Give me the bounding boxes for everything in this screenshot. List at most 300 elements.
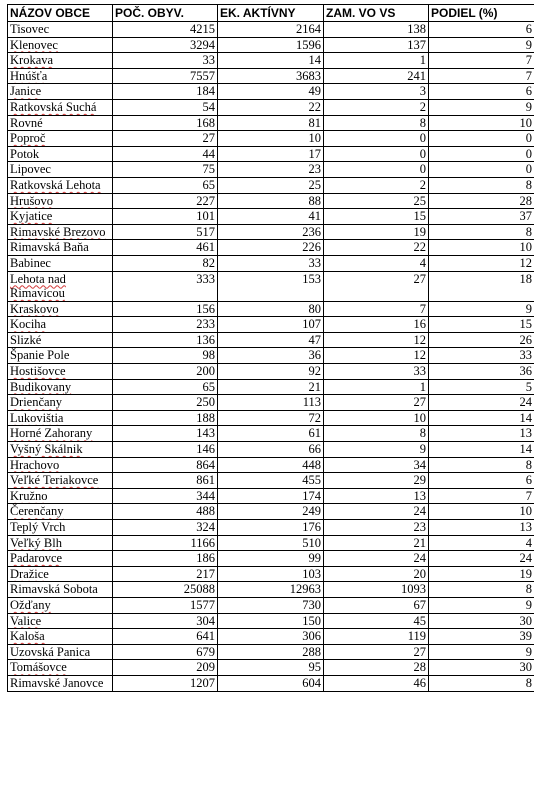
economically-active-cell: 49 — [218, 84, 324, 100]
employed-public-cell: 27 — [324, 395, 429, 411]
municipality-name: Tomášovce — [10, 660, 67, 675]
municipality-name: Kociha — [10, 317, 47, 332]
employed-public-cell: 24 — [324, 504, 429, 520]
municipality-name-cell — [8, 348, 113, 364]
employed-public-cell: 8 — [324, 426, 429, 442]
economically-active-cell: 174 — [218, 488, 324, 504]
table-row — [8, 644, 535, 660]
table-row — [8, 582, 535, 598]
economically-active-cell: 107 — [218, 317, 324, 333]
share-percent-cell: 28 — [429, 193, 535, 209]
table-row — [8, 240, 535, 256]
employed-public-cell: 1093 — [324, 582, 429, 598]
population-cell: 146 — [113, 442, 218, 458]
share-percent-cell: 33 — [429, 348, 535, 364]
population-cell: 1166 — [113, 535, 218, 551]
employed-public-cell: 137 — [324, 37, 429, 53]
economically-active-cell: 99 — [218, 551, 324, 567]
economically-active-cell: 22 — [218, 99, 324, 115]
population-cell: 98 — [113, 348, 218, 364]
share-percent-cell: 14 — [429, 442, 535, 458]
population-cell: 65 — [113, 379, 218, 395]
municipality-name: Janice — [10, 84, 42, 99]
municipality-name-cell — [8, 301, 113, 317]
table-row — [8, 535, 535, 551]
municipality-name-cell — [8, 660, 113, 676]
employed-public-cell: 67 — [324, 597, 429, 613]
table-row — [8, 660, 535, 676]
municipality-name-cell — [8, 410, 113, 426]
municipality-name-cell — [8, 332, 113, 348]
population-cell: 54 — [113, 99, 218, 115]
municipality-name: Padarovce — [10, 551, 63, 566]
employed-public-cell: 34 — [324, 457, 429, 473]
economically-active-cell: 113 — [218, 395, 324, 411]
employed-public-cell: 20 — [324, 566, 429, 582]
municipality-name-cell — [8, 146, 113, 162]
share-percent-cell: 13 — [429, 426, 535, 442]
table-row — [8, 379, 535, 395]
economically-active-cell: 61 — [218, 426, 324, 442]
table-row — [8, 629, 535, 645]
municipality-name: Babinec — [10, 255, 51, 270]
table-row — [8, 271, 535, 301]
population-cell: 324 — [113, 520, 218, 536]
municipality-name-cell — [8, 177, 113, 193]
economically-active-cell: 17 — [218, 146, 324, 162]
population-cell: 679 — [113, 644, 218, 660]
share-percent-cell: 9 — [429, 644, 535, 660]
employed-public-cell: 10 — [324, 410, 429, 426]
table-row — [8, 613, 535, 629]
share-percent-cell: 7 — [429, 488, 535, 504]
header-employed-public: ZAM. VO VS — [324, 5, 429, 22]
table-row — [8, 146, 535, 162]
header-economically-active: EK. AKTÍVNY — [218, 5, 324, 22]
share-percent-cell: 10 — [429, 240, 535, 256]
employed-public-cell: 46 — [324, 675, 429, 691]
municipality-name-cell — [8, 566, 113, 582]
population-cell: 65 — [113, 177, 218, 193]
share-percent-cell: 14 — [429, 410, 535, 426]
share-percent-cell: 36 — [429, 364, 535, 380]
municipality-name-cell — [8, 37, 113, 53]
economically-active-cell: 153 — [218, 271, 324, 301]
population-cell: 3294 — [113, 37, 218, 53]
population-cell: 186 — [113, 551, 218, 567]
table-row — [8, 53, 535, 69]
economically-active-cell: 236 — [218, 224, 324, 240]
population-cell: 304 — [113, 613, 218, 629]
population-cell: 4215 — [113, 22, 218, 38]
economically-active-cell: 92 — [218, 364, 324, 380]
share-percent-cell: 9 — [429, 597, 535, 613]
population-cell: 864 — [113, 457, 218, 473]
municipality-name: Rimavská Sobota — [10, 582, 98, 597]
economically-active-cell: 21 — [218, 379, 324, 395]
municipality-name-cell — [8, 99, 113, 115]
economically-active-cell: 2164 — [218, 22, 324, 38]
population-cell: 25088 — [113, 582, 218, 598]
table-body — [8, 22, 535, 692]
municipality-name-cell — [8, 364, 113, 380]
municipality-name-cell — [8, 442, 113, 458]
economically-active-cell: 36 — [218, 348, 324, 364]
share-percent-cell: 6 — [429, 22, 535, 38]
economically-active-cell: 47 — [218, 332, 324, 348]
share-percent-cell: 0 — [429, 131, 535, 147]
employed-public-cell: 24 — [324, 551, 429, 567]
table-row — [8, 209, 535, 225]
share-percent-cell: 7 — [429, 68, 535, 84]
table-row — [8, 597, 535, 613]
economically-active-cell: 25 — [218, 177, 324, 193]
municipality-name-cell — [8, 675, 113, 691]
municipality-name-cell — [8, 224, 113, 240]
table-row — [8, 395, 535, 411]
employed-public-cell: 9 — [324, 442, 429, 458]
table-row — [8, 426, 535, 442]
header-name: NÁZOV OBCE — [8, 5, 113, 22]
share-percent-cell: 6 — [429, 473, 535, 489]
employed-public-cell: 21 — [324, 535, 429, 551]
municipality-name: Rimavská Baňa — [10, 240, 89, 255]
municipality-name-cell — [8, 629, 113, 645]
employed-public-cell: 29 — [324, 473, 429, 489]
population-cell: 200 — [113, 364, 218, 380]
economically-active-cell: 249 — [218, 504, 324, 520]
header-row — [8, 5, 535, 22]
economically-active-cell: 510 — [218, 535, 324, 551]
share-percent-cell: 24 — [429, 551, 535, 567]
economically-active-cell: 41 — [218, 209, 324, 225]
population-cell: 168 — [113, 115, 218, 131]
economically-active-cell: 150 — [218, 613, 324, 629]
share-percent-cell: 9 — [429, 99, 535, 115]
municipality-name-cell — [8, 535, 113, 551]
population-cell: 156 — [113, 301, 218, 317]
share-percent-cell: 19 — [429, 566, 535, 582]
employed-public-cell: 0 — [324, 162, 429, 178]
population-cell: 143 — [113, 426, 218, 442]
population-cell: 7557 — [113, 68, 218, 84]
population-cell: 101 — [113, 209, 218, 225]
table-row — [8, 162, 535, 178]
municipality-name-cell — [8, 379, 113, 395]
municipality-name: Ožďany — [10, 597, 51, 612]
table-row — [8, 675, 535, 691]
municipality-name: Kaloša — [10, 629, 45, 644]
municipality-name: Klenovec — [10, 37, 58, 52]
share-percent-cell: 6 — [429, 84, 535, 100]
employed-public-cell: 13 — [324, 488, 429, 504]
employed-public-cell: 23 — [324, 520, 429, 536]
employed-public-cell: 8 — [324, 115, 429, 131]
municipality-name-cell — [8, 457, 113, 473]
employed-public-cell: 19 — [324, 224, 429, 240]
population-cell: 461 — [113, 240, 218, 256]
economically-active-cell: 103 — [218, 566, 324, 582]
population-cell: 250 — [113, 395, 218, 411]
municipality-name: Kraskovo — [10, 301, 59, 316]
population-cell: 227 — [113, 193, 218, 209]
employed-public-cell: 241 — [324, 68, 429, 84]
economically-active-cell: 730 — [218, 597, 324, 613]
population-cell: 188 — [113, 410, 218, 426]
share-percent-cell: 39 — [429, 629, 535, 645]
employed-public-cell: 33 — [324, 364, 429, 380]
employed-public-cell: 12 — [324, 348, 429, 364]
population-cell: 217 — [113, 566, 218, 582]
municipality-name-cell — [8, 84, 113, 100]
municipality-name-cell — [8, 551, 113, 567]
municipality-name: Tisovec — [10, 22, 50, 36]
share-percent-cell: 8 — [429, 582, 535, 598]
share-percent-cell: 15 — [429, 317, 535, 333]
population-cell: 1577 — [113, 597, 218, 613]
population-cell: 233 — [113, 317, 218, 333]
municipality-name: Drienčany — [10, 395, 63, 410]
economically-active-cell: 306 — [218, 629, 324, 645]
municipality-name-cell — [8, 240, 113, 256]
share-percent-cell: 0 — [429, 146, 535, 162]
share-percent-cell: 0 — [429, 162, 535, 178]
municipality-name-cell — [8, 162, 113, 178]
table-row — [8, 348, 535, 364]
economically-active-cell: 88 — [218, 193, 324, 209]
municipality-name-cell — [8, 520, 113, 536]
table-row — [8, 364, 535, 380]
population-cell: 344 — [113, 488, 218, 504]
municipality-name: Horné Zahorany — [10, 426, 93, 441]
population-cell: 517 — [113, 224, 218, 240]
table-row — [8, 115, 535, 131]
employed-public-cell: 27 — [324, 644, 429, 660]
municipality-name: Kružno — [10, 488, 48, 503]
share-percent-cell: 24 — [429, 395, 535, 411]
municipality-name-cell — [8, 22, 113, 38]
share-percent-cell: 4 — [429, 535, 535, 551]
municipality-name: Hrachovo — [10, 457, 60, 472]
economically-active-cell: 81 — [218, 115, 324, 131]
table-row — [8, 410, 535, 426]
share-percent-cell: 7 — [429, 53, 535, 69]
table-row — [8, 301, 535, 317]
share-percent-cell: 8 — [429, 457, 535, 473]
employed-public-cell: 0 — [324, 131, 429, 147]
municipality-name: Dražice — [10, 566, 49, 581]
employed-public-cell: 45 — [324, 613, 429, 629]
municipality-name-cell — [8, 488, 113, 504]
municipality-name: Vyšný Skálnik — [10, 442, 83, 457]
municipality-name: Lukovištia — [10, 410, 64, 425]
header-share: PODIEL (%) — [429, 5, 535, 22]
municipality-name: Krokava — [10, 53, 54, 68]
municipality-name: Rovné — [10, 115, 43, 130]
economically-active-cell: 14 — [218, 53, 324, 69]
municipality-name: Teplý Vrch — [10, 520, 66, 534]
municipality-name-cell — [8, 193, 113, 209]
table-row — [8, 332, 535, 348]
municipality-name-cell — [8, 504, 113, 520]
employed-public-cell: 27 — [324, 271, 429, 301]
population-cell: 184 — [113, 84, 218, 100]
economically-active-cell: 95 — [218, 660, 324, 676]
employed-public-cell: 119 — [324, 629, 429, 645]
population-cell: 1207 — [113, 675, 218, 691]
municipality-name: Hnúšťa — [10, 68, 48, 83]
municipality-name-cell — [8, 317, 113, 333]
economically-active-cell: 66 — [218, 442, 324, 458]
employed-public-cell: 25 — [324, 193, 429, 209]
employed-public-cell: 12 — [324, 332, 429, 348]
employed-public-cell: 15 — [324, 209, 429, 225]
municipality-name-cell — [8, 426, 113, 442]
economically-active-cell: 176 — [218, 520, 324, 536]
table-row — [8, 99, 535, 115]
table-row — [8, 224, 535, 240]
table-row — [8, 566, 535, 582]
municipality-name-cell — [8, 271, 113, 301]
municipality-name: Potok — [10, 146, 40, 161]
table-row — [8, 442, 535, 458]
municipality-name: Kyjatice — [10, 209, 53, 224]
table-row — [8, 457, 535, 473]
economically-active-cell: 23 — [218, 162, 324, 178]
municipality-name-cell — [8, 473, 113, 489]
share-percent-cell: 13 — [429, 520, 535, 536]
economically-active-cell: 455 — [218, 473, 324, 489]
employed-public-cell: 22 — [324, 240, 429, 256]
population-cell: 861 — [113, 473, 218, 489]
municipality-name: Veľké Teriakovce — [10, 473, 99, 488]
municipality-name: Čerenčany — [10, 504, 64, 519]
municipality-name-cell — [8, 255, 113, 271]
table-row — [8, 255, 535, 271]
municipality-name-cell — [8, 395, 113, 411]
share-percent-cell: 30 — [429, 613, 535, 629]
population-cell: 136 — [113, 332, 218, 348]
table-row — [8, 317, 535, 333]
table-row — [8, 84, 535, 100]
employed-public-cell: 16 — [324, 317, 429, 333]
municipality-name: Španie Pole — [10, 348, 70, 363]
population-cell: 209 — [113, 660, 218, 676]
employed-public-cell: 138 — [324, 22, 429, 38]
municipality-name-cell — [8, 613, 113, 629]
population-cell: 488 — [113, 504, 218, 520]
share-percent-cell: 12 — [429, 255, 535, 271]
employed-public-cell: 28 — [324, 660, 429, 676]
population-cell: 44 — [113, 146, 218, 162]
share-percent-cell: 26 — [429, 332, 535, 348]
employed-public-cell: 2 — [324, 99, 429, 115]
employed-public-cell: 7 — [324, 301, 429, 317]
economically-active-cell: 1596 — [218, 37, 324, 53]
share-percent-cell: 37 — [429, 209, 535, 225]
share-percent-cell: 5 — [429, 379, 535, 395]
table-row — [8, 131, 535, 147]
municipality-name: Uzovská Panica — [10, 644, 91, 659]
population-cell: 75 — [113, 162, 218, 178]
municipality-name: Lipovec — [10, 162, 51, 177]
population-cell: 333 — [113, 271, 218, 301]
economically-active-cell: 10 — [218, 131, 324, 147]
employed-public-cell: 3 — [324, 84, 429, 100]
table-row — [8, 177, 535, 193]
table-row — [8, 488, 535, 504]
economically-active-cell: 72 — [218, 410, 324, 426]
table-row — [8, 551, 535, 567]
share-percent-cell: 10 — [429, 504, 535, 520]
municipality-name-cell — [8, 53, 113, 69]
economically-active-cell: 226 — [218, 240, 324, 256]
table-row — [8, 37, 535, 53]
share-percent-cell: 8 — [429, 177, 535, 193]
municipality-name-cell — [8, 644, 113, 660]
municipality-name: Slizké — [10, 332, 42, 347]
municipality-name: Hostišovce — [10, 364, 66, 379]
population-cell: 27 — [113, 131, 218, 147]
municipality-name: Poproč — [10, 131, 46, 146]
municipality-name: Veľký Blh — [10, 535, 62, 550]
table-row — [8, 520, 535, 536]
header-population: POČ. OBYV. — [113, 5, 218, 22]
economically-active-cell: 604 — [218, 675, 324, 691]
document-page — [7, 4, 534, 692]
municipality-name-cell — [8, 582, 113, 598]
municipality-name-cell — [8, 209, 113, 225]
share-percent-cell: 8 — [429, 224, 535, 240]
economically-active-cell: 33 — [218, 255, 324, 271]
municipality-name: Valice — [10, 613, 42, 628]
table-row — [8, 68, 535, 84]
employed-public-cell: 1 — [324, 379, 429, 395]
economically-active-cell: 288 — [218, 644, 324, 660]
municipality-name: Budikovany — [10, 379, 72, 394]
table-row — [8, 22, 535, 38]
municipality-name: Lehota nad Rimavicou — [10, 271, 66, 301]
table-row — [8, 193, 535, 209]
economically-active-cell: 3683 — [218, 68, 324, 84]
share-percent-cell: 30 — [429, 660, 535, 676]
municipality-name: Ratkovská Suchá — [10, 99, 97, 114]
municipality-name-cell — [8, 68, 113, 84]
share-percent-cell: 9 — [429, 301, 535, 317]
employed-public-cell: 2 — [324, 177, 429, 193]
municipality-name: Ratkovská Lehota — [10, 177, 101, 192]
economically-active-cell: 448 — [218, 457, 324, 473]
population-cell: 641 — [113, 629, 218, 645]
share-percent-cell: 8 — [429, 675, 535, 691]
employed-public-cell: 4 — [324, 255, 429, 271]
economically-active-cell: 80 — [218, 301, 324, 317]
municipality-table — [7, 4, 534, 692]
share-percent-cell: 10 — [429, 115, 535, 131]
municipality-name: Hrušovo — [10, 193, 54, 208]
municipality-name: Rimavské Brezovo — [10, 224, 106, 239]
economically-active-cell: 12963 — [218, 582, 324, 598]
municipality-name-cell — [8, 131, 113, 147]
population-cell: 33 — [113, 53, 218, 69]
population-cell: 82 — [113, 255, 218, 271]
table-row — [8, 473, 535, 489]
table-row — [8, 504, 535, 520]
municipality-name-cell — [8, 597, 113, 613]
employed-public-cell: 1 — [324, 53, 429, 69]
employed-public-cell: 0 — [324, 146, 429, 162]
share-percent-cell: 9 — [429, 37, 535, 53]
